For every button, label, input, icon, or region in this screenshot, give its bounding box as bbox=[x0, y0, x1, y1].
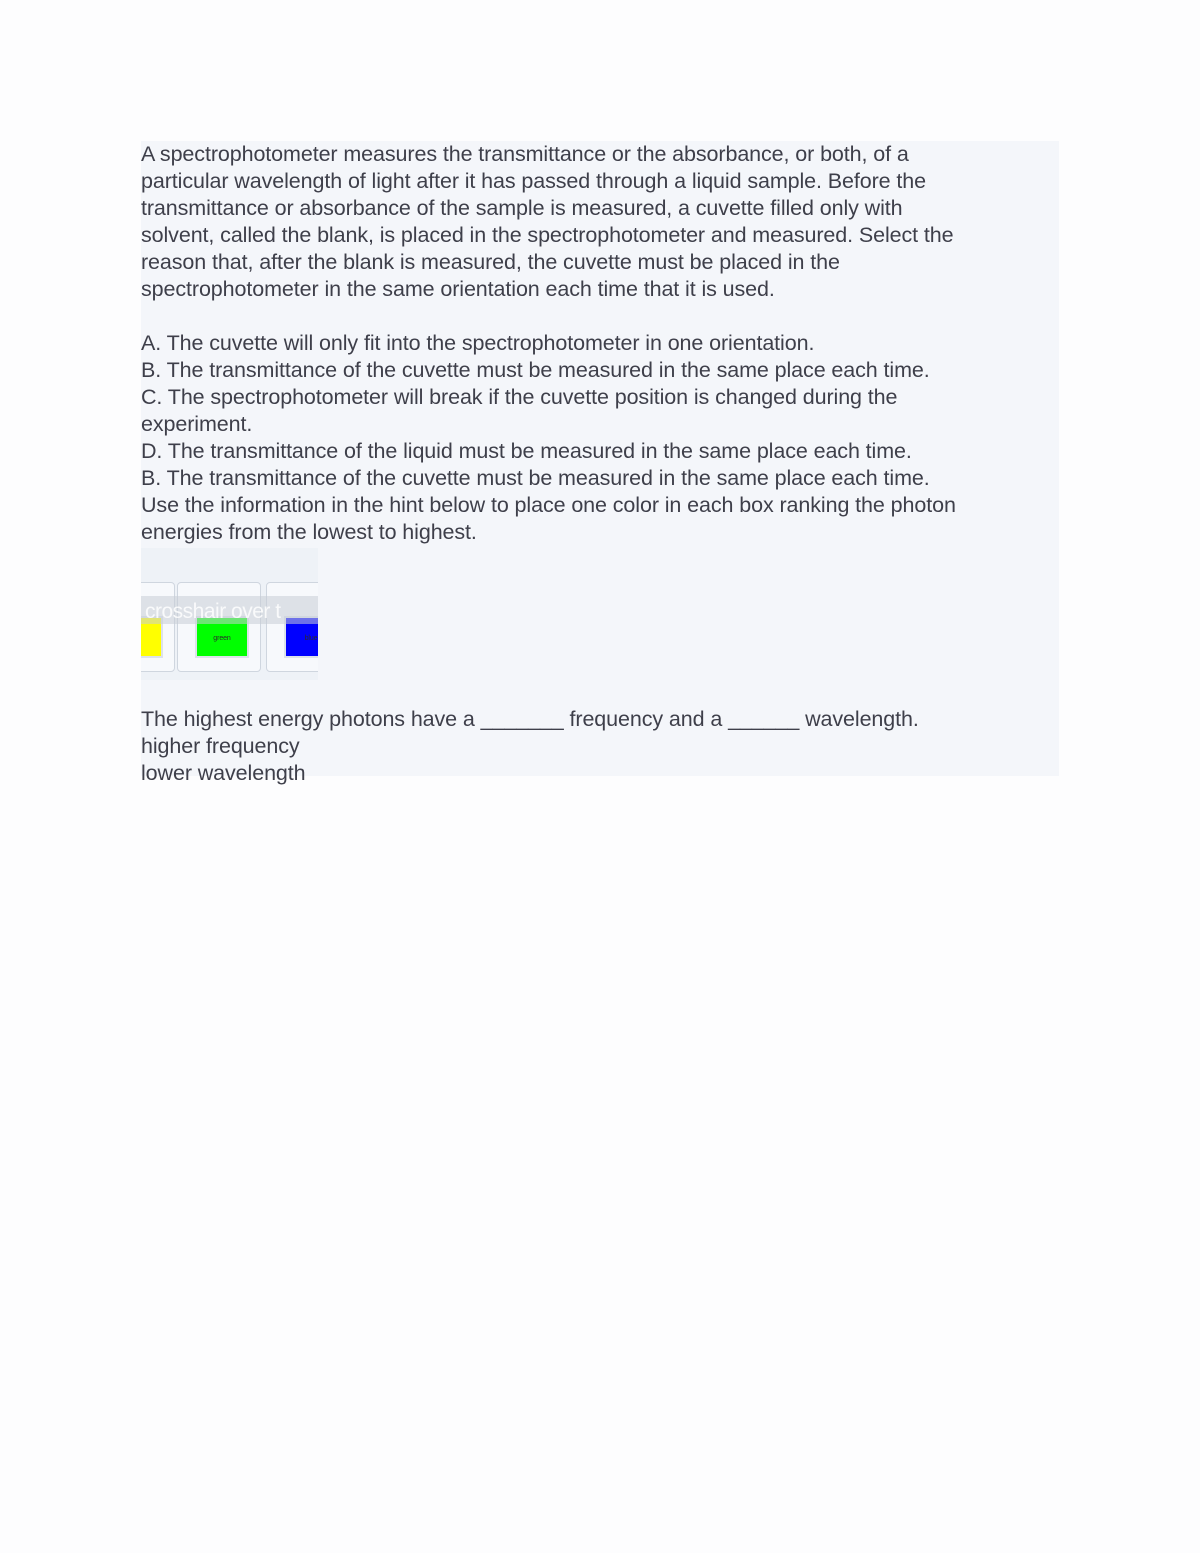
question1-answer: B. The transmittance of the cuvette must be measured in the same place each time. bbox=[141, 466, 930, 490]
color-ranking-figure bbox=[141, 548, 318, 680]
question3 bbox=[141, 706, 1059, 787]
question1-line: spectrophotometer in the same orientation each time that it is used. bbox=[141, 277, 775, 301]
overlay-text: crosshair over t bbox=[145, 600, 281, 623]
option-b: B. The transmittance of the cuvette must be measured in the same place each time. bbox=[141, 358, 930, 382]
question3-prompt: The highest energy photons have a _______ frequency and a ______ wavelength. bbox=[141, 707, 919, 731]
question2-line: Use the information in the hint below to place one color in each box ranking the photon bbox=[141, 493, 956, 517]
option-c: C. The spectrophotometer will break if the cuvette position is changed during the bbox=[141, 385, 898, 409]
blue-swatch-label: blue bbox=[304, 635, 318, 642]
question2-line: energies from the lowest to highest. bbox=[141, 520, 477, 544]
option-a: A. The cuvette will only fit into the spectrophotometer in one orientation. bbox=[141, 331, 815, 355]
question1-line: reason that, after the blank is measured, the cuvette must be placed in the bbox=[141, 250, 840, 274]
question1-line: particular wavelength of light after it has passed through a liquid sample. Before the bbox=[141, 169, 926, 193]
question1-line: transmittance or absorbance of the sample is measured, a cuvette filled only with bbox=[141, 196, 903, 220]
question1-line: solvent, called the blank, is placed in the spectrophotometer and measured. Select the bbox=[141, 223, 954, 247]
question1-stem bbox=[141, 141, 1059, 303]
option-c-continued: experiment. bbox=[141, 412, 253, 436]
question1-line: A spectrophotometer measures the transmittance or the absorbance, or both, of a bbox=[141, 142, 909, 166]
question3-answer-wavelength: lower wavelength bbox=[141, 761, 306, 785]
paragraph-gap bbox=[141, 303, 1059, 330]
question2-stem bbox=[141, 492, 1059, 546]
green-swatch-label: green bbox=[213, 635, 231, 642]
document-text bbox=[141, 141, 1059, 787]
option-d: D. The transmittance of the liquid must be measured in the same place each time. bbox=[141, 439, 912, 463]
question1-options bbox=[141, 330, 1059, 492]
question3-answer-frequency: higher frequency bbox=[141, 734, 300, 758]
